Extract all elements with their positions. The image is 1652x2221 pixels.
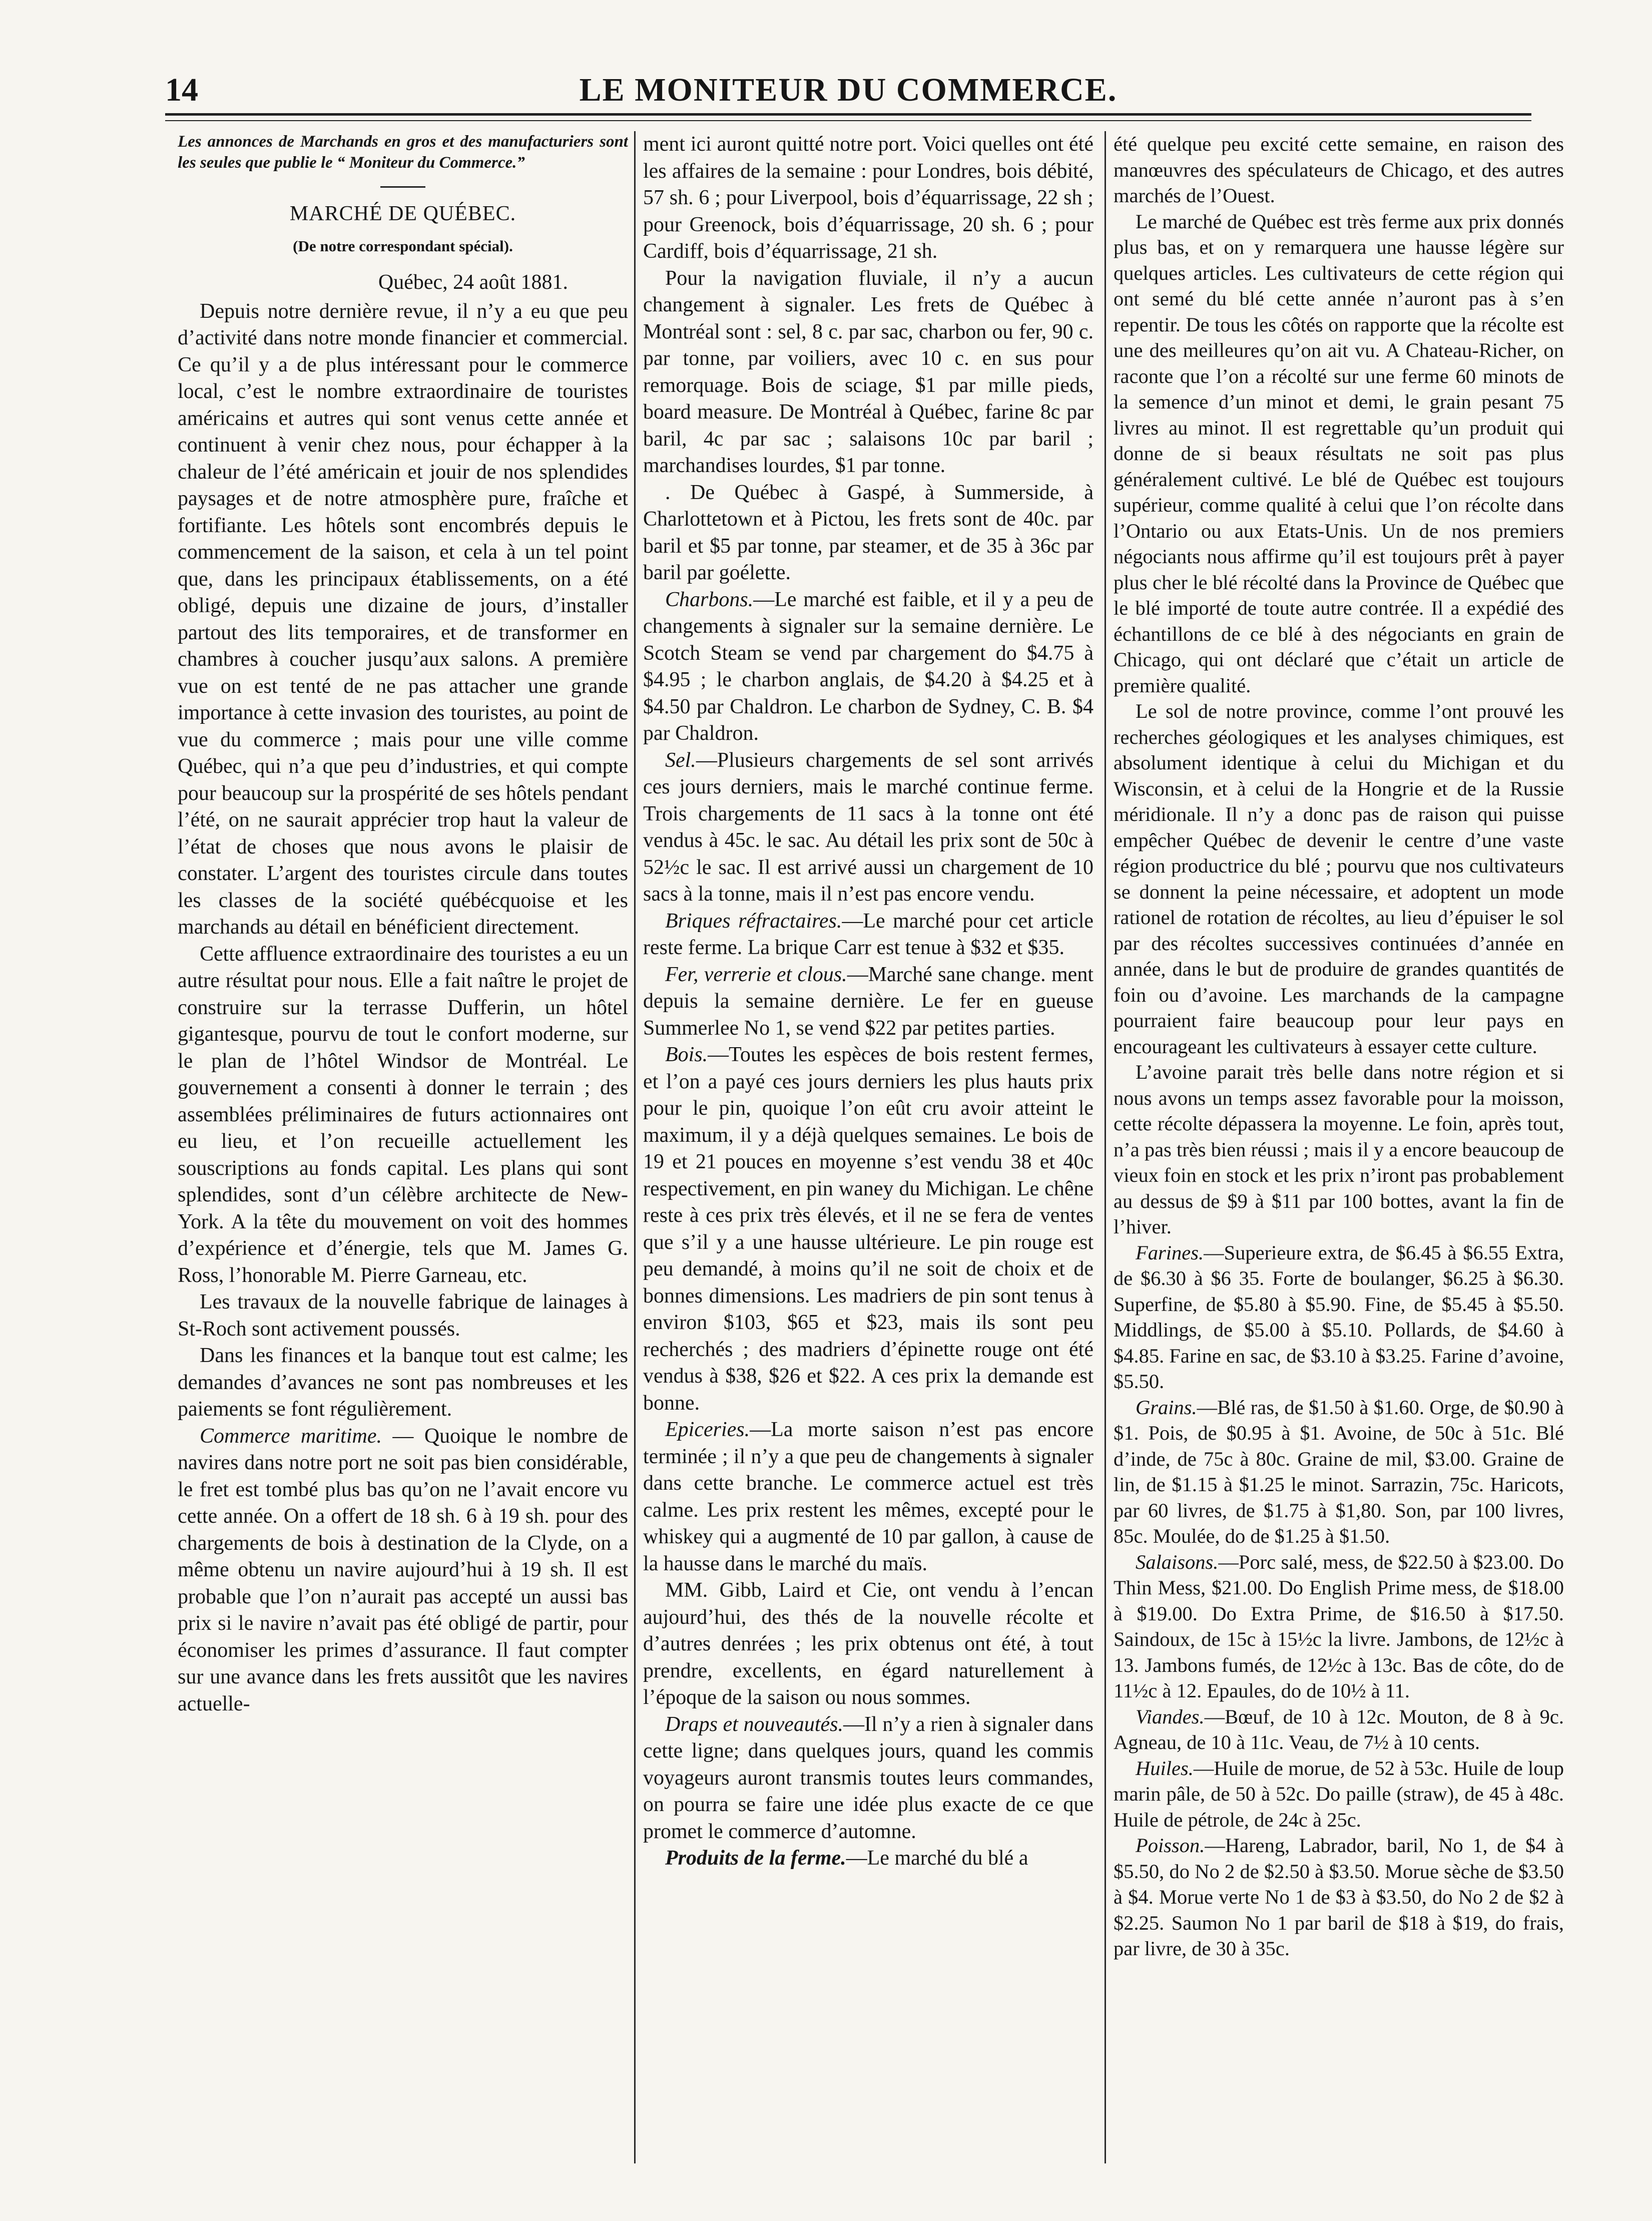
paragraph [1114,1704,1564,1755]
paragraph [1114,1549,1564,1704]
paragraph [643,1417,1093,1577]
rubric: Viandes. [1136,1705,1205,1728]
paragraph: Depuis notre dernière revue, il n’y a eu que peu d’activité dans notre monde financier et commercial. Ce qu’il y a de plus intéressant pour le commerce local, c’est le nombre extraordinaire de touristes américains et autres qui sont venus cette année et continuent à venir chez nous, pour échapper à la chaleur de l’été américain et jouir de nos splendides paysages et de notre atmosphère pure, fraîche et fortifiante. Les hôtels sont encombrés depuis le commencement de la saison, et cela à un tel point que, dans les principaux établissements, on a été obligé, depuis une dizaine de jours, d’installer partout des lits temporaires, et de transformer en chambres à coucher jusqu’aux salons. A première vue on est tenté de ne pas attacher une grande importance à cette invasion des touristes, au point de vue du commerce ; mais pour une ville comme Québec, qui n’a que peu d’industries, et qui compte pour beaucoup sur la prospérité de ses hôtels pendant l’été, on ne saurait apprécier trop haut la valeur de l’état de choses que nous avons le plaisir de constater. L’argent des touristes circule dans toutes les classes de la société québécquoise et les marchands au détail en bénéficient directement. [178,299,628,939]
paragraph [178,1423,628,1718]
short-rule [380,186,425,188]
page-header [165,65,1531,120]
paragraph-text: —Blé ras, de $1.50 à $1.60. Orge, de $0.90 à $1. Pois, de $0.95 à $1. Avoine, de 50c à 51c. Blé d’inde, de 75c à 80c. Graine de mil, $3.00. Graine de lin, de $1.15 à $1.25 le minot. Sarrazin, 75c. Haricots, par 60 livres, de $1.75 à $1,80. Son, par 100 livres, 85c. Moulée, do de $1.25 à $1.50. [1114,1396,1564,1547]
paragraph [643,908,1093,962]
paragraph-text: —Marché sane change. ment depuis la semaine dernière. Le fer en gueuse Summerlee No 1, se vend $22 par petites parties. [643,963,1093,1040]
column-divider [1105,131,1106,2163]
column-2 [643,131,1093,2178]
paragraph-text: —Huile de morue, de 52 à 53c. Huile de loup marin pâle, de 50 à 52c. Do paille (straw), de 45 à 48c. Huile de pétrole, de 24c à 25c. [1114,1756,1564,1831]
paragraph [643,587,1093,747]
paragraph: Les travaux de la nouvelle fabrique de lainages à St-Roch sont activement poussés. [178,1290,628,1341]
paragraph-text: —Superieure extra, de $6.45 à $6.55 Extra, de $6.30 à $6 35. Forte de boulanger, $6.25 à $6.30. Superfine, de $5.80 à $5.90. Fine, de $5.45 à $5.50. Middlings, de $5.00 à $5.10. Pollards, de $4.60 à $4.85. Farine en sac, de $3.10 à $3.25. Farine d’avoine, $5.50. [1114,1241,1564,1393]
masthead-title: LE MONITEUR DU COMMERCE. [579,72,1118,108]
header-rule [165,113,1531,116]
paragraph: Le marché de Québec est très ferme aux prix donnés plus bas, et on y remarquera une hausse légère sur quelques articles. Les cultivateurs de cette région qui ont semé du blé cette année n’auront pas à s’en repentir. De tous les côtés on rapporte que la récolte est une des meilleures qu’on ait vu. A Chateau-Richer, on raconte que l’on a récolté sur une ferme 60 minots de la semence d’un minot et demi, le grain pesant 75 livres au minot. Il est regrettable qu’un produit qui donne de si beaux résultats ne soit pas plus généralement cultivé. Le blé de Québec est toujours supérieur, comme qualité à celui que l’on récolte dans l’Ontario ou aux Etats-Unis. Un de nos premiers négociants nous affirme qu’il est toujours prêt à payer plus cher le blé récolté dans la Province de Québec que le blé importé de toute autre contrée. Il a expédié des échantillons de ce blé à des négociants en grain de Chicago, qui ont déclaré que c’était un article de première qualité. [1114,210,1564,697]
paragraph [1114,1755,1564,1833]
section-title: MARCHÉ DE QUÉBEC. [289,202,516,225]
paragraph [643,962,1093,1042]
paragraph-text: —Toutes les espèces de bois restent fermes, et l’on a payé ces jours derniers les plus hauts prix pour le pin, quoique l’on eût cru avoir atteint le maximum, il y a déjà quelques semaines. Le bois de 19 et 21 pouces en moyenne s’est vendu 38 et 40c respectivement, en pin waney du Michigan. Le chêne reste à ces prix très élevés, et il ne se fera de ventes que s’il y a une hausse ultérieure. Le pin rouge est peu demandé, à moins qu’il ne soit de choix et de bonnes dimensions. Les madriers de pin sont tenus à environ $103, $65 et $23, mais ils sont peu recherchés ; des madriers d’épinette rouge ont été vendus à $38, $26 et $22. A ces prix la demande est bonne. [643,1043,1093,1415]
rubric: Farines. [1136,1241,1204,1264]
dateline: Québec, 24 août 1881. [378,271,568,294]
paragraph [643,1845,1093,1872]
rubric: Draps et nouveautés. [665,1712,844,1736]
paragraph [1114,1395,1564,1549]
page-number: 14 [165,72,198,108]
paragraph-text: —Bœuf, de 10 à 12c. Mouton, de 8 à 9c. Agneau, de 10 à 11c. Veau, de 7½ à 10 cents. [1114,1705,1564,1753]
paragraph-text: —Porc salé, mess, de $22.50 à $23.00. Do Thin Mess, $21.00. Do English Prime mess, de $18.00 à $19.00. Do Extra Prime, de $16.50 à $17.50. Saindoux, de 15c à 15½c la livre. Jambons, de 12½c à 13. Jambons fumés, de 12½c à 13c. Bas de côte, do de 11½c à 12. Epaules, do de 10½ à 11. [1114,1550,1564,1702]
rubric: Produits de la ferme. [665,1847,846,1870]
paragraph: Pour la navigation fluviale, il n’y a aucun changement à signaler. Les frets de Québec à Montréal sont : sel, 8 c. par sac, charbon ou fer, 90 c. par tonne, par voiliers, avec 10 c. en sus pour remorquage. Bois de sciage, $1 par mille pieds, board measure. De Montréal à Québec, farine 8c par baril, 4c par sac ; salaisons 10c par baril ; marchandises lourdes, $1 par tonne. [643,266,1093,477]
paragraph [643,1711,1093,1846]
rubric: Bois. [665,1043,708,1066]
rubric: Salaisons. [1136,1550,1219,1573]
paragraph-text: —Il n’y a rien à signaler dans cette ligne; dans quelques jours, quand les commis voyageurs auront transmis toutes leurs commandes, on pourra se faire une idée plus exacte de ce que promet le commerce d’automne. [643,1712,1093,1843]
rubric: Fer, verrerie et clous. [665,963,847,986]
rubric: Charbons. [665,588,754,611]
rubric: Poisson. [1136,1834,1205,1857]
rubric: Epiceries. [665,1418,750,1441]
column-1 [178,131,628,2178]
paragraph-text: —Le marché est faible, et il y a peu de changements à signaler sur la semaine dernière. Le Scotch Steam se vend par chargement do $4.75 à $4.95 ; le charbon anglais, de $4.20 à $4.25 et à $4.50 par Chaldron. Le charbon de Sydney, C. B. $4 par Chaldron. [643,588,1093,745]
rubric: Sel. [665,748,696,772]
rubric: Commerce maritime. [200,1424,382,1448]
publisher-notice: Les annonces de Marchands en gros et des manufacturiers sont les seules que publie le “ Moniteur du Commerce.” [178,133,628,172]
paragraph: Le sol de notre province, comme l’ont prouvé les recherches géologiques et les analyses chimiques, est absolument identique à celui du Michigan et du Wisconsin, et à celui de la Hongrie et de la Russie méridionale. Il n’y a donc pas de raison qui puisse empêcher Québec de devenir le centre d’une vaste région productrice du blé ; pourvu que nos cultivateurs se donnent la peine nécessaire, et adoptent un mode rationel de rotation de récoltes, au lieu d’épuiser le sol par des récoltes successives continuées d’année en année, dans le but de produire de grandes quantités de foin ou d’avoine. Les marchands de la campagne pourraient faire beaucoup pour leur pays en encourageant les cultivateurs à essayer cette culture. [1114,700,1564,1058]
paragraph-text: —Le marché pour cet article reste ferme. La brique Carr est tenue à $32 et $35. [643,909,1093,959]
paragraph [643,1042,1093,1417]
paragraph: Cette affluence extraordinaire des touristes a eu un autre résultat pour nous. Elle a fait naître le projet de construire sur la terrasse Dufferin, un hôtel gigantesque, pourvu de tout le confort moderne, sur le plan de l’hôtel Windsor de Montréal. Le gouvernement a consenti à donner le terrain ; des assemblées préliminaires de futurs actionnaires ont eu lieu, et l’on recueille actuellement les souscriptions au fonds capital. Les plans qui sont splendides, sont d’un célèbre architecte de New-York. A la tête du mouvement on voit des hommes d’expérience et d’énergie, tels que M. James G. Ross, l’honorable M. Pierre Garneau, etc. [178,942,628,1287]
column-divider [634,131,636,2163]
paragraph-text: —Plusieurs chargements de sel sont arrivés ces jours derniers, mais le marché continue ferme. Trois chargements de 11 sacs à la tonne ont été vendus à 45c. le sac. Au détail les prix sont de 50c à 52½c le sac. Il est arrivé aussi un chargement de 10 sacs à la tonne, mais il n’est pas encore vendu. [643,748,1093,906]
paragraph: L’avoine parait très belle dans notre région et si nous avons un temps assez favorable pour la moisson, cette récolte dépassera la moyenne. Le foin, après tout, n’a pas très bien réussi ; mais il y a encore beaucoup de vieux foin en stock et les prix n’iront pas probablement au dessus de $9 à $11 par 100 bottes, avant la fin de l’hiver. [1114,1061,1564,1238]
paragraph-text: —La morte saison n’est pas encore terminée ; il n’y a que peu de changements à signaler dans cette branche. Le commerce actuel est très calme. Les prix restent les mêmes, excepté pour le whiskey qui a augmenté de 10 par gallon, à cause de la hausse dans le marché du maïs. [643,1418,1093,1575]
paragraph: ment ici auront quitté notre port. Voici quelles ont été les affaires de la semaine : pour Londres, bois débité, 57 sh. 6 ; pour Liverpool, bois d’équarrissage, 22 sh ; pour Greenock, bois d’équarrissage, 20 sh. 6 ; pour Cardiff, bois d’équarrissage, 21 sh. [643,133,1093,263]
rubric: Briques réfractaires. [665,909,842,933]
paragraph-text: —Le marché du blé a [846,1847,1028,1870]
paragraph-text: —Hareng, Labrador, baril, No 1, de $4 à $5.50, do No 2 de $2.50 à $3.50. Morue sèche de $3.50 à $4. Morue verte No 1 de $3 à $3.50, do No 2 de $2 à $2.25. Saumon No 1 par baril de $18 à $19, do frais, par livre, de 30 à 35c. [1114,1834,1564,1960]
header-rule-thin [165,120,1531,121]
paragraph: été quelque peu excité cette semaine, en raison des manœuvres des spéculateurs de Chicago, et des autres marchés de l’Ouest. [1114,133,1564,207]
paragraph-text: — Quoique le nombre de navires dans notre port ne soit pas bien considérable, le fret est tombé plus bas qu’on ne l’avait encore vu cette année. On a offert de 18 sh. 6 à 19 sh. pour des chargements de bois à destination de la Clyde, on a même obtenu un navire aujourd’hui à 19 sh. Il est probable que l’on n’aurait pas accepté un aussi bas prix si le navire n’avait pas été obligé de partir, pour économiser les primes d’assurance. Il faut compter sur une avance dans les frets aussitôt que les navires actuelle- [178,1424,628,1715]
paragraph: . De Québec à Gaspé, à Summerside, à Charlottetown et à Pictou, les frets sont de 40c. par baril et $5 par tonne, par steamer, et de 35 à 36c par baril par goélette. [643,481,1093,584]
rubric: Huiles. [1136,1756,1194,1780]
paragraph: Dans les finances et la banque tout est calme; les demandes d’avances ne sont pas nombreuses et les paiements se font régulièrement. [178,1344,628,1421]
column-3 [1114,131,1564,2178]
paragraph: MM. Gibb, Laird et Cie, ont vendu à l’encan aujourd’hui, des thés de la nouvelle récolte et d’autres denrées ; les prix obtenus ont été, à tout prendre, excellents, en égard naturellement à l’époque de la saison ou nous sommes. [643,1579,1093,1709]
rubric: Grains. [1136,1396,1197,1419]
paragraph [1114,1833,1564,1962]
paragraph [643,747,1093,908]
paragraph [1114,1240,1564,1395]
byline: (De notre correspondant spécial). [293,237,513,255]
